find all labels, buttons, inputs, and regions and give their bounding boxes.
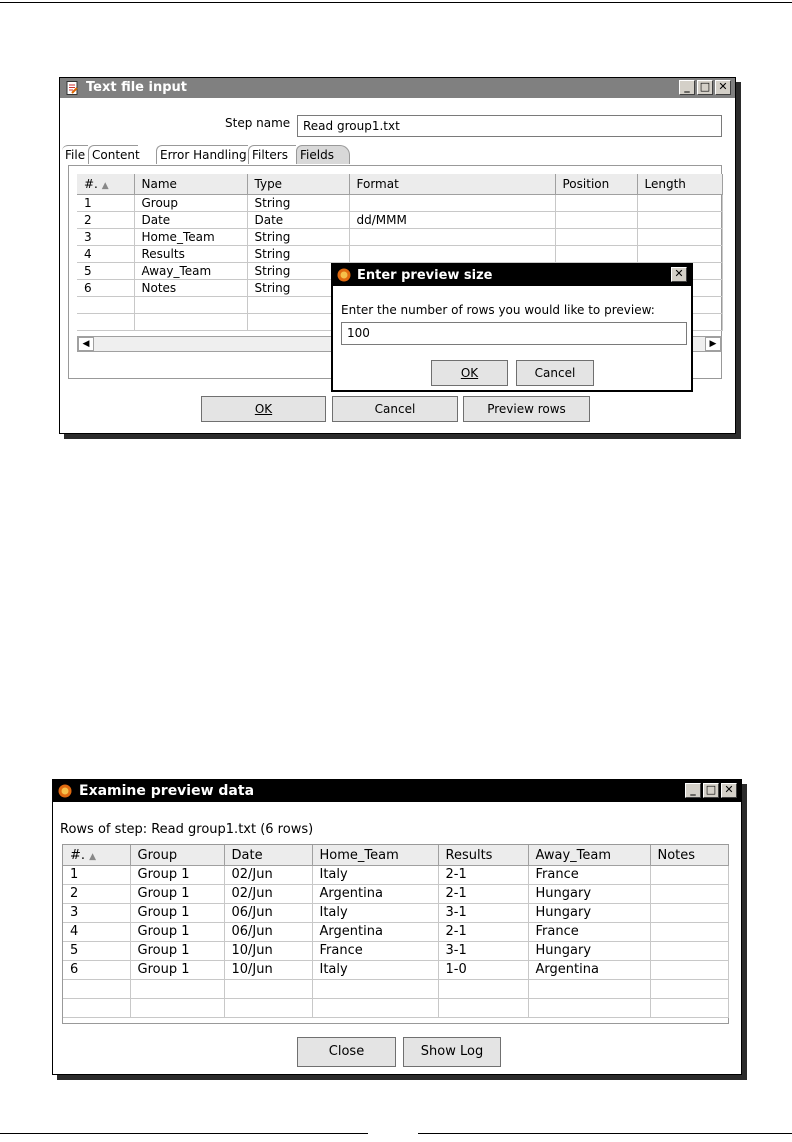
empty-row[interactable] <box>63 999 728 1018</box>
table-cell[interactable]: Group 1 <box>130 923 224 942</box>
empty-cell[interactable] <box>63 999 130 1018</box>
table-cell[interactable]: France <box>528 923 650 942</box>
enter-preview-size-dialog <box>331 263 693 392</box>
table-cell[interactable]: String <box>247 280 349 297</box>
close-button[interactable] <box>297 1037 396 1067</box>
table-cell[interactable] <box>637 212 722 229</box>
page-bottom-rule-right <box>418 1133 792 1134</box>
cancel-button-label: Cancel <box>374 402 416 416</box>
preview-table <box>63 845 729 1018</box>
table-cell[interactable]: Date <box>247 212 349 229</box>
table-cell[interactable]: Group <box>134 195 247 212</box>
table-cell[interactable]: 6 <box>77 280 134 297</box>
table-cell[interactable]: 2-1 <box>438 866 528 885</box>
column-header[interactable]: Position <box>555 174 637 195</box>
window-title: Examine preview data <box>79 783 255 799</box>
column-header[interactable]: Home_Team <box>312 845 438 866</box>
table-cell[interactable] <box>637 229 722 246</box>
table-cell[interactable]: Notes <box>134 280 247 297</box>
table-cell[interactable]: Results <box>134 246 247 263</box>
close-icon[interactable]: ✕ <box>721 783 737 798</box>
dialog-cancel-label: Cancel <box>534 366 576 380</box>
ok-button-label: OK <box>254 402 273 416</box>
dialog-title-bar[interactable] <box>333 265 691 286</box>
tab-filters[interactable]: Filters <box>248 145 296 164</box>
column-header[interactable]: Group <box>130 845 224 866</box>
dialog-title: Enter preview size <box>357 268 493 283</box>
table-cell[interactable] <box>555 195 637 212</box>
close-icon[interactable]: ✕ <box>715 80 731 95</box>
table-row[interactable] <box>77 195 722 212</box>
table-cell[interactable]: Hungary <box>528 942 650 961</box>
scroll-right-icon[interactable]: ▶ <box>705 337 721 351</box>
table-cell[interactable]: France <box>528 866 650 885</box>
table-cell[interactable]: Away_Team <box>134 263 247 280</box>
table-cell[interactable]: String <box>247 263 349 280</box>
column-header[interactable]: Type <box>247 174 349 195</box>
examine-preview-data-window <box>52 779 742 1075</box>
step-name-label: Step name <box>225 116 291 130</box>
table-cell[interactable] <box>650 923 728 942</box>
empty-cell[interactable] <box>650 980 728 999</box>
table-cell[interactable] <box>555 212 637 229</box>
table-cell[interactable] <box>349 195 555 212</box>
preview-rows-button-label: Preview rows <box>487 402 566 416</box>
tab-error-handling[interactable]: Error Handling <box>156 145 248 164</box>
table-row[interactable] <box>63 866 728 885</box>
empty-cell[interactable] <box>650 999 728 1018</box>
preview-size-input[interactable]: 100 <box>341 322 687 345</box>
empty-cell[interactable] <box>77 297 134 314</box>
sort-ascending-icon: ▲ <box>89 851 97 862</box>
table-cell[interactable]: Argentina <box>312 923 438 942</box>
show-log-button[interactable] <box>403 1037 501 1067</box>
tab-file[interactable]: File <box>62 145 88 164</box>
scroll-left-icon[interactable]: ◀ <box>78 337 94 351</box>
table-cell[interactable]: Argentina <box>312 885 438 904</box>
table-cell[interactable]: 5 <box>63 942 130 961</box>
column-header[interactable]: #. ▲ <box>77 174 134 195</box>
table-cell[interactable] <box>349 229 555 246</box>
table-cell[interactable]: String <box>247 246 349 263</box>
table-cell[interactable]: Hungary <box>528 885 650 904</box>
table-cell[interactable]: Home_Team <box>134 229 247 246</box>
table-cell[interactable] <box>650 942 728 961</box>
empty-cell[interactable] <box>77 314 134 331</box>
table-row[interactable] <box>63 923 728 942</box>
preview-prompt: Enter the number of rows you would like to preview: <box>341 303 655 317</box>
table-cell[interactable]: 10/Jun <box>224 942 312 961</box>
table-cell[interactable]: dd/MMM <box>349 212 555 229</box>
table-row[interactable] <box>63 942 728 961</box>
table-row[interactable] <box>77 212 722 229</box>
table-cell[interactable]: 06/Jun <box>224 904 312 923</box>
table-cell[interactable]: 2 <box>77 212 134 229</box>
table-cell[interactable]: 1 <box>63 866 130 885</box>
empty-cell[interactable] <box>438 999 528 1018</box>
show-log-button-label: Show Log <box>420 1044 484 1059</box>
table-row[interactable] <box>63 885 728 904</box>
table-cell[interactable]: Group 1 <box>130 961 224 980</box>
empty-cell[interactable] <box>528 980 650 999</box>
table-cell[interactable]: String <box>247 195 349 212</box>
column-header[interactable]: Name <box>134 174 247 195</box>
table-cell[interactable]: 3-1 <box>438 942 528 961</box>
table-cell[interactable] <box>650 961 728 980</box>
table-row[interactable] <box>77 246 722 263</box>
text-file-icon <box>65 81 79 95</box>
table-cell[interactable]: Group 1 <box>130 942 224 961</box>
table-cell[interactable]: Group 1 <box>130 885 224 904</box>
maximize-icon[interactable]: □ <box>703 783 719 798</box>
table-cell[interactable] <box>650 885 728 904</box>
table-cell[interactable]: 2 <box>63 885 130 904</box>
table-row[interactable] <box>77 229 722 246</box>
table-cell[interactable] <box>637 195 722 212</box>
column-header[interactable]: Away_Team <box>528 845 650 866</box>
table-cell[interactable]: 3-1 <box>438 904 528 923</box>
table-cell[interactable]: 1-0 <box>438 961 528 980</box>
dialog-ok-label: OK <box>460 366 479 380</box>
table-cell[interactable]: Italy <box>312 961 438 980</box>
table-cell[interactable]: 3 <box>63 904 130 923</box>
preview-rows-button[interactable] <box>463 396 590 422</box>
sort-ascending-icon: ▲ <box>101 181 109 191</box>
table-cell[interactable]: 10/Jun <box>224 961 312 980</box>
close-button-label: Close <box>328 1044 365 1059</box>
ok-button[interactable] <box>201 396 326 422</box>
table-row[interactable] <box>63 961 728 980</box>
table-cell[interactable]: String <box>247 229 349 246</box>
table-cell[interactable] <box>555 229 637 246</box>
table-cell[interactable]: 02/Jun <box>224 885 312 904</box>
minimize-icon[interactable]: _ <box>679 80 695 95</box>
table-cell[interactable]: 02/Jun <box>224 866 312 885</box>
empty-cell[interactable] <box>224 980 312 999</box>
tab-fields[interactable]: Fields <box>296 145 350 164</box>
column-header[interactable]: Length <box>637 174 722 195</box>
tab-content[interactable]: Content <box>88 145 138 164</box>
table-cell[interactable]: Argentina <box>528 961 650 980</box>
column-header[interactable]: Notes <box>650 845 728 866</box>
page-bottom-rule-left <box>0 1133 368 1134</box>
table-cell[interactable] <box>555 246 637 263</box>
table-cell[interactable]: Italy <box>312 866 438 885</box>
table-cell[interactable] <box>650 866 728 885</box>
close-icon[interactable]: ✕ <box>671 267 687 282</box>
table-cell[interactable]: 2-1 <box>438 885 528 904</box>
table-cell[interactable] <box>650 904 728 923</box>
title-bar[interactable] <box>53 780 741 802</box>
step-name-input[interactable]: Read group1.txt <box>297 115 722 137</box>
column-header[interactable]: #. ▲ <box>63 845 130 866</box>
empty-cell[interactable] <box>63 980 130 999</box>
table-cell[interactable]: 5 <box>77 263 134 280</box>
empty-cell[interactable] <box>130 999 224 1018</box>
cancel-button[interactable] <box>332 396 458 422</box>
page-top-rule <box>0 2 792 3</box>
kettle-icon <box>337 268 351 282</box>
table-cell[interactable]: 1 <box>77 195 134 212</box>
kettle-icon <box>58 784 72 798</box>
table-cell[interactable]: Date <box>134 212 247 229</box>
empty-cell[interactable] <box>130 980 224 999</box>
minimize-icon[interactable]: _ <box>685 783 701 798</box>
table-cell[interactable]: 4 <box>77 246 134 263</box>
column-header[interactable]: Results <box>438 845 528 866</box>
preview-table-frame <box>62 844 729 1024</box>
table-cell[interactable]: 3 <box>77 229 134 246</box>
empty-cell[interactable] <box>528 999 650 1018</box>
table-cell[interactable]: Italy <box>312 904 438 923</box>
empty-row[interactable] <box>63 980 728 999</box>
table-cell[interactable]: Group 1 <box>130 904 224 923</box>
title-bar[interactable] <box>60 78 735 98</box>
column-header[interactable]: Format <box>349 174 555 195</box>
empty-cell[interactable] <box>312 999 438 1018</box>
empty-cell[interactable] <box>134 314 247 331</box>
dialog-ok-button[interactable] <box>431 360 508 386</box>
empty-cell[interactable] <box>438 980 528 999</box>
table-cell[interactable]: 6 <box>63 961 130 980</box>
table-cell[interactable]: 4 <box>63 923 130 942</box>
window-title: Text file input <box>86 80 188 95</box>
table-row[interactable] <box>63 904 728 923</box>
empty-cell[interactable] <box>134 297 247 314</box>
table-cell[interactable] <box>349 246 555 263</box>
table-cell[interactable] <box>637 246 722 263</box>
table-cell[interactable]: Hungary <box>528 904 650 923</box>
table-cell[interactable]: Group 1 <box>130 866 224 885</box>
empty-cell[interactable] <box>312 980 438 999</box>
dialog-cancel-button[interactable] <box>516 360 594 386</box>
table-cell[interactable]: France <box>312 942 438 961</box>
maximize-icon[interactable]: □ <box>697 80 713 95</box>
table-cell[interactable]: 2-1 <box>438 923 528 942</box>
table-cell[interactable]: 06/Jun <box>224 923 312 942</box>
column-header[interactable]: Date <box>224 845 312 866</box>
empty-cell[interactable] <box>224 999 312 1018</box>
rows-caption: Rows of step: Read group1.txt (6 rows) <box>60 822 314 837</box>
